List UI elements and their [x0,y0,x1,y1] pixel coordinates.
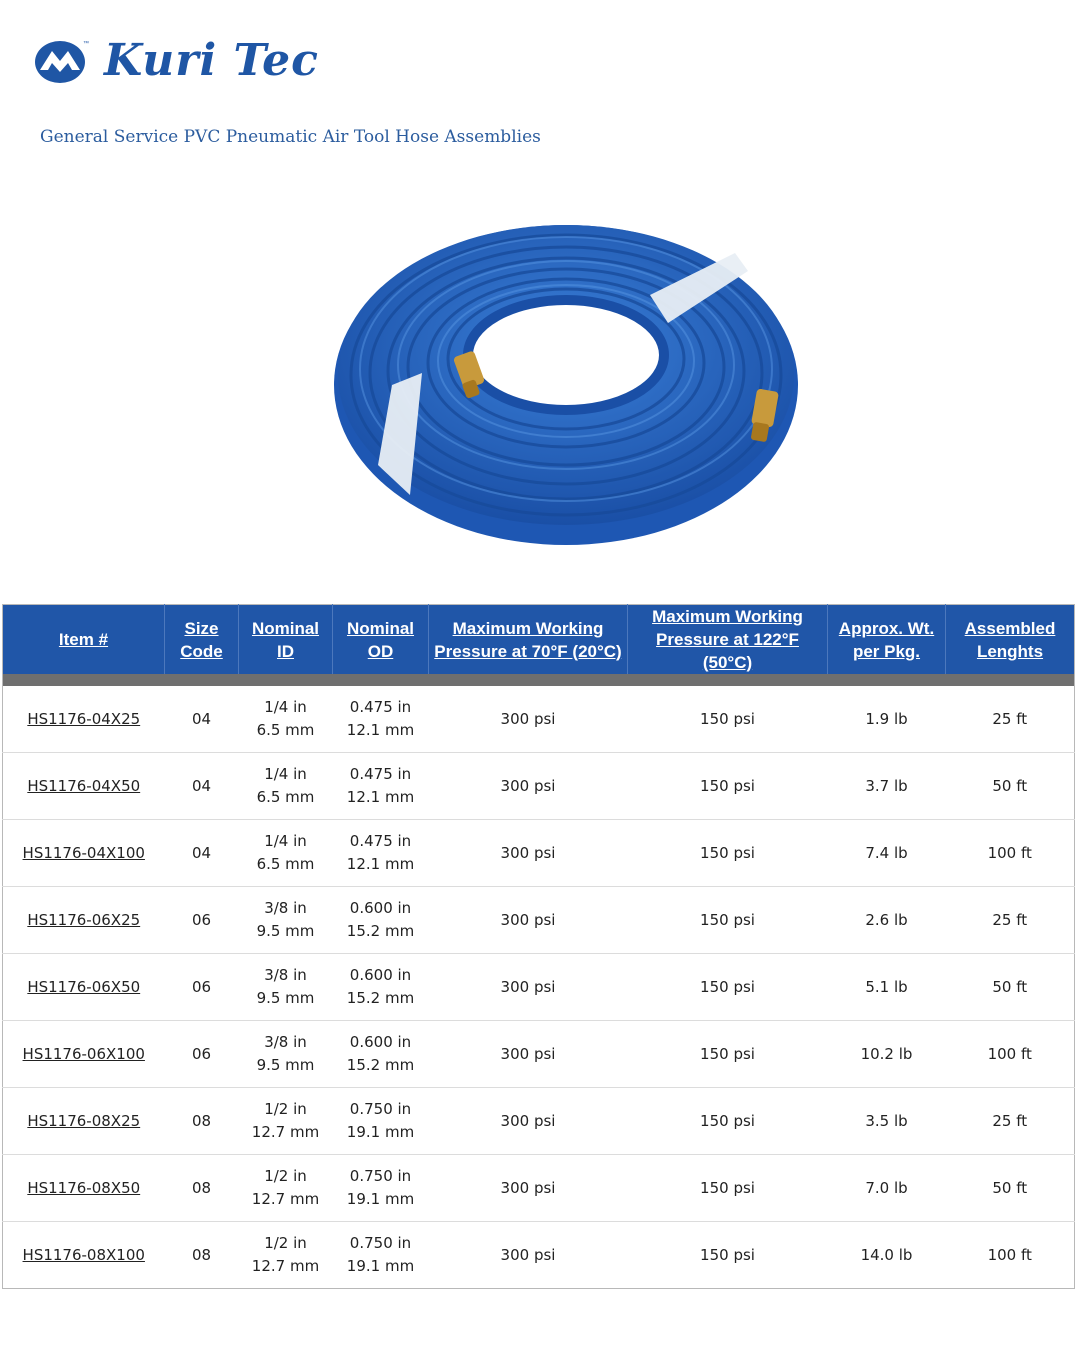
length-cell: 100 ft [946,820,1075,887]
weight-cell: 7.0 lb [828,1155,946,1222]
hose-spec-table [2,604,1075,1289]
table-row [3,1222,1075,1289]
nominal-od-cell: 0.750 in 19.1 mm [333,1155,429,1222]
item-link[interactable]: HS1176-08X100 [22,1245,145,1264]
size-code-cell: 04 [165,820,239,887]
table-row [3,686,1075,753]
nominal-od-cell: 0.475 in 12.1 mm [333,820,429,887]
table-row [3,753,1075,820]
length-cell: 25 ft [946,887,1075,954]
nominal-id-cell: 1/4 in 6.5 mm [239,820,333,887]
nominal-id-cell: 1/4 in 6.5 mm [239,753,333,820]
pressure-122f-cell: 150 psi [628,1155,828,1222]
item-link[interactable]: HS1176-06X25 [27,910,141,929]
item-link[interactable]: HS1176-06X50 [27,977,141,996]
item-link[interactable]: HS1176-08X25 [27,1111,141,1130]
table-row [3,820,1075,887]
size-code-cell: 08 [165,1155,239,1222]
weight-cell: 10.2 lb [828,1021,946,1088]
item-link[interactable]: HS1176-06X100 [22,1044,145,1063]
length-cell: 50 ft [946,753,1075,820]
size-code-cell: 04 [165,753,239,820]
pressure-122f-cell: 150 psi [628,954,828,1021]
length-cell: 100 ft [946,1021,1075,1088]
pressure-122f-cell: 150 psi [628,820,828,887]
item-link[interactable]: HS1176-08X50 [27,1178,141,1197]
pressure-70f-cell: 300 psi [429,1021,628,1088]
pressure-122f-cell: 150 psi [628,686,828,753]
weight-cell: 7.4 lb [828,820,946,887]
nominal-id-cell: 3/8 in 9.5 mm [239,954,333,1021]
page-title: General Service PVC Pneumatic Air Tool Hose Assemblies [40,127,541,147]
size-code-cell: 06 [165,954,239,1021]
header-nominal-od[interactable]: Nominal OD [333,605,429,675]
nominal-od-cell: 0.475 in 12.1 mm [333,753,429,820]
nominal-od-cell: 0.600 in 15.2 mm [333,954,429,1021]
header-divider-band [3,674,1075,686]
hose-coil-image [330,195,805,560]
nominal-id-cell: 3/8 in 9.5 mm [239,1021,333,1088]
size-code-cell: 06 [165,887,239,954]
svg-text:™: ™ [83,41,89,47]
pressure-122f-cell: 150 psi [628,1088,828,1155]
nominal-od-cell: 0.475 in 12.1 mm [333,686,429,753]
table-row [3,887,1075,954]
table-row [3,1021,1075,1088]
size-code-cell: 04 [165,686,239,753]
pressure-70f-cell: 300 psi [429,887,628,954]
table-row [3,1155,1075,1222]
item-link[interactable]: HS1176-04X50 [27,776,141,795]
pressure-70f-cell: 300 psi [500,1245,556,1264]
weight-cell: 14.0 lb [860,1245,913,1264]
length-cell: 50 ft [946,954,1075,1021]
header-lengths[interactable]: Assembled Lenghts [946,605,1075,675]
header-size-code[interactable]: Size Code [165,605,239,675]
table-row [3,1088,1075,1155]
pressure-70f-cell: 300 psi [429,1155,628,1222]
pressure-122f-cell: 150 psi [628,1021,828,1088]
length-cell: 25 ft [946,686,1075,753]
weight-cell: 2.6 lb [828,887,946,954]
nominal-id-cell: 1/4 in 6.5 mm [239,686,333,753]
nominal-od-cell: 0.600 in 15.2 mm [333,1021,429,1088]
table-row [3,954,1075,1021]
pressure-70f-cell: 300 psi [429,954,628,1021]
brand-logo[interactable] [34,36,319,86]
table-header-row [3,605,1075,675]
size-code-cell: 08 [165,1088,239,1155]
weight-cell: 3.5 lb [828,1088,946,1155]
nominal-id-cell: 1/2 in 12.7 mm [251,1234,320,1275]
weight-cell: 5.1 lb [828,954,946,1021]
weight-cell: 1.9 lb [828,686,946,753]
length-cell: 50 ft [946,1155,1075,1222]
item-link[interactable]: HS1176-04X100 [22,843,145,862]
pressure-70f-cell: 300 psi [429,820,628,887]
pressure-122f-cell: 150 psi [628,753,828,820]
nominal-od-cell: 0.750 in 19.1 mm [333,1088,429,1155]
pressure-122f-cell: 150 psi [628,887,828,954]
nominal-id-cell: 3/8 in 9.5 mm [239,887,333,954]
brand-name: Kuri Tec [104,35,319,86]
nominal-id-cell: 1/2 in 12.7 mm [239,1155,333,1222]
length-cell: 25 ft [946,1088,1075,1155]
header-pressure-70f[interactable]: Maximum Working Pressure at 70°F (20°C) [429,605,628,675]
nominal-id-cell: 1/2 in 12.7 mm [239,1088,333,1155]
pressure-70f-cell: 300 psi [429,686,628,753]
length-cell: 100 ft [987,1245,1032,1264]
header-nominal-id[interactable]: Nominal ID [239,605,333,675]
kuritec-logo-icon [34,37,90,85]
header-weight[interactable]: Approx. Wt. per Pkg. [828,605,946,675]
pressure-122f-cell: 150 psi [700,1245,755,1264]
item-link[interactable]: HS1176-04X25 [27,709,141,728]
size-code-cell: 06 [165,1021,239,1088]
size-code-cell: 08 [191,1245,212,1264]
pressure-70f-cell: 300 psi [429,1088,628,1155]
pressure-70f-cell: 300 psi [429,753,628,820]
header-pressure-122f[interactable]: Maximum Working Pressure at 122°F (50°C) [628,605,828,675]
weight-cell: 3.7 lb [828,753,946,820]
nominal-od-cell: 0.600 in 15.2 mm [333,887,429,954]
nominal-od-cell: 0.750 in 19.1 mm [346,1234,415,1275]
header-item[interactable]: Item # [3,605,165,675]
